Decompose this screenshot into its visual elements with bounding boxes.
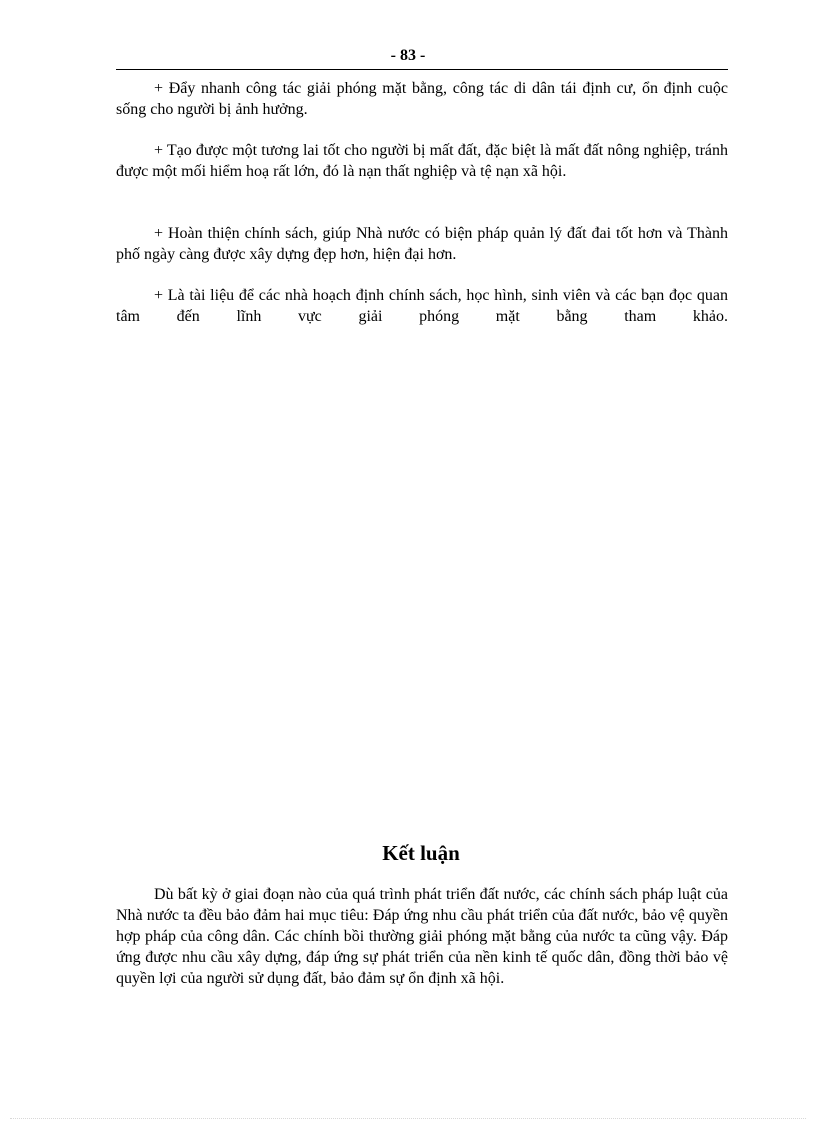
page-bottom-divider: [10, 1118, 806, 1119]
conclusion-paragraph: Dù bất kỳ ở giai đoạn nào của quá trình phát triển đất nước, các chính sách pháp luật của Nhà nước ta đều bảo đảm hai mục tiêu: Đáp ứng nhu cầu phát triển của đất nước, bảo vệ quyền hợp pháp của công dân. Các chính bồi thường giải phóng mặt bằng của nước ta cũng vậy. Đáp ứng được nhu cầu xây dựng, đáp ứng sự phát triển của nền kinh tế quốc dân, đồng thời bảo vệ quyền lợi của người sử dụng đất, bảo đảm sự ổn định xã hội.: [116, 886, 728, 987]
page-number: - 83 -: [390, 47, 426, 64]
body-paragraph-2: + Tạo được một tương lai tốt cho người bị mất đất, đặc biệt là mất đất nông nghiệp, tránh được một mối hiểm hoạ rất lớn, đó là nạn thất nghiệp và tệ nạn xã hội.: [116, 142, 728, 180]
body-paragraph-3: + Hoàn thiện chính sách, giúp Nhà nước có biện pháp quản lý đất đai tốt hơn và Thành phố ngày càng được xây dựng đẹp hơn, hiện đại hơn.: [116, 225, 728, 263]
body-paragraph-4: + Là tài liệu để các nhà hoạch định chính sách, học hình, sinh viên và các bạn đọc quan tâm đến lĩnh vực giải phóng mặt bằng tham khảo.: [116, 287, 728, 325]
header-divider: [116, 69, 728, 70]
conclusion-title: Kết luận: [382, 841, 460, 865]
body-paragraph-1: + Đẩy nhanh công tác giải phóng mặt bằng, công tác di dân tái định cư, ổn định cuộc sống cho người bị ảnh hưởng.: [116, 80, 728, 118]
